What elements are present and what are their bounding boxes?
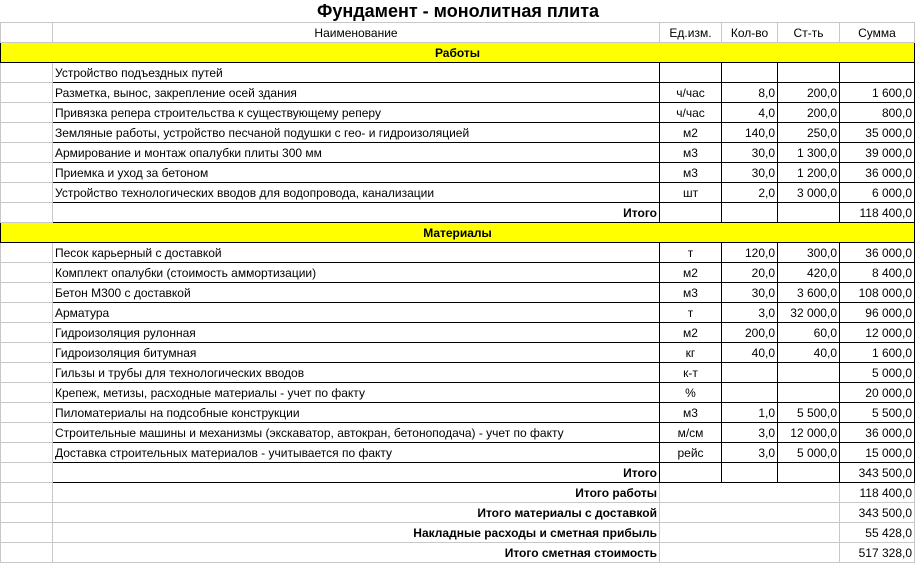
- row-number-cell: [1, 63, 53, 83]
- row-number-cell: [1, 203, 53, 223]
- item-price: 3 000,0: [778, 183, 840, 203]
- item-unit: к-т: [660, 363, 722, 383]
- item-sum: 36 000,0: [840, 423, 915, 443]
- item-sum: 800,0: [840, 103, 915, 123]
- item-name: Строительные машины и механизмы (экскаватор, автокран, бетоноподача) - учет по факту: [53, 423, 660, 443]
- summary-value: 517 328,0: [840, 543, 915, 563]
- table-row: [1, 383, 915, 403]
- row-number-cell: [1, 463, 53, 483]
- item-name: Привязка репера строительства к существующему реперу: [53, 103, 660, 123]
- item-price: 5 500,0: [778, 403, 840, 423]
- item-name: Гильзы и трубы для технологических вводов: [53, 363, 660, 383]
- item-unit: м2: [660, 323, 722, 343]
- item-price: 300,0: [778, 243, 840, 263]
- sum-header: Сумма: [840, 23, 915, 43]
- table-row: [1, 403, 915, 423]
- item-sum: [840, 63, 915, 83]
- item-price: [778, 363, 840, 383]
- empty-cell: [660, 523, 840, 543]
- table-row: [1, 183, 915, 203]
- table-row: [1, 123, 915, 143]
- item-qty: 30,0: [722, 163, 778, 183]
- item-qty: 40,0: [722, 343, 778, 363]
- empty-cell: [660, 463, 722, 483]
- table-row: [1, 443, 915, 463]
- item-qty: 3,0: [722, 423, 778, 443]
- table-row: [1, 243, 915, 263]
- item-sum: 1 600,0: [840, 343, 915, 363]
- item-price: 3 600,0: [778, 283, 840, 303]
- table-row: [1, 303, 915, 323]
- item-price: 60,0: [778, 323, 840, 343]
- item-name: Арматура: [53, 303, 660, 323]
- works-total-row: [1, 203, 915, 223]
- summary-value: 118 400,0: [840, 483, 915, 503]
- item-sum: 6 000,0: [840, 183, 915, 203]
- item-name: Комплект опалубки (стоимость аммортизации): [53, 263, 660, 283]
- summary-row: [1, 483, 915, 503]
- materials-total-row: [1, 463, 915, 483]
- item-sum: 108 000,0: [840, 283, 915, 303]
- item-qty: 30,0: [722, 143, 778, 163]
- row-number-cell: [1, 163, 53, 183]
- item-name: Устройство технологических вводов для водопровода, канализации: [53, 183, 660, 203]
- page-title: Фундамент - монолитная плита: [316, 1, 600, 21]
- item-name: Приемка и уход за бетоном: [53, 163, 660, 183]
- item-sum: 96 000,0: [840, 303, 915, 323]
- item-qty: 120,0: [722, 243, 778, 263]
- item-unit: т: [660, 243, 722, 263]
- item-price: [778, 63, 840, 83]
- item-qty: 3,0: [722, 303, 778, 323]
- item-unit: м/см: [660, 423, 722, 443]
- row-number-cell: [1, 523, 53, 543]
- row-number-cell: [1, 343, 53, 363]
- empty-cell: [722, 203, 778, 223]
- item-sum: 39 000,0: [840, 143, 915, 163]
- item-qty: [722, 363, 778, 383]
- works-total-value: 118 400,0: [840, 203, 915, 223]
- item-unit: т: [660, 303, 722, 323]
- summary-label: Накладные расходы и сметная прибыль: [53, 523, 660, 543]
- works-section-row: [1, 43, 915, 63]
- row-number-cell: [1, 243, 53, 263]
- table-row: [1, 343, 915, 363]
- empty-cell: [722, 463, 778, 483]
- row-number-cell: [1, 263, 53, 283]
- materials-total-value: 343 500,0: [840, 463, 915, 483]
- row-number-cell: [1, 103, 53, 123]
- item-qty: [722, 63, 778, 83]
- item-name: Пиломатериалы на подсобные конструкции: [53, 403, 660, 423]
- row-number-cell: [1, 303, 53, 323]
- row-number-cell: [1, 183, 53, 203]
- item-qty: 30,0: [722, 283, 778, 303]
- materials-total-label: Итого: [53, 463, 660, 483]
- item-sum: 36 000,0: [840, 243, 915, 263]
- row-number-cell: [1, 363, 53, 383]
- item-name: Бетон М300 с доставкой: [53, 283, 660, 303]
- works-total-label: Итого: [53, 203, 660, 223]
- item-price: 12 000,0: [778, 423, 840, 443]
- row-number-cell: [1, 443, 53, 463]
- item-qty: 8,0: [722, 83, 778, 103]
- item-unit: м3: [660, 403, 722, 423]
- item-unit: м2: [660, 123, 722, 143]
- empty-cell: [660, 203, 722, 223]
- item-unit: ч/час: [660, 103, 722, 123]
- row-number-cell: [1, 403, 53, 423]
- item-name: Земляные работы, устройство песчаной подушки с гео- и гидроизоляцией: [53, 123, 660, 143]
- table-row: [1, 323, 915, 343]
- item-qty: 3,0: [722, 443, 778, 463]
- summary-row: [1, 523, 915, 543]
- item-unit: м3: [660, 163, 722, 183]
- row-number-cell: [1, 143, 53, 163]
- item-unit: ч/час: [660, 83, 722, 103]
- row-number-cell: [1, 423, 53, 443]
- item-sum: 8 400,0: [840, 263, 915, 283]
- empty-cell: [660, 543, 840, 563]
- works-section-title: Работы: [1, 43, 915, 63]
- table-row: [1, 163, 915, 183]
- item-price: 1 200,0: [778, 163, 840, 183]
- table-row: [1, 423, 915, 443]
- table-row: [1, 83, 915, 103]
- summary-value: 343 500,0: [840, 503, 915, 523]
- estimate-table: [0, 22, 915, 563]
- row-number-cell: [1, 483, 53, 503]
- qty-header: Кол-во: [722, 23, 778, 43]
- empty-cell: [778, 463, 840, 483]
- table-row: [1, 263, 915, 283]
- row-number-cell: [1, 503, 53, 523]
- item-qty: 140,0: [722, 123, 778, 143]
- item-name: Песок карьерный с доставкой: [53, 243, 660, 263]
- item-price: 420,0: [778, 263, 840, 283]
- name-header: Наименование: [53, 23, 660, 43]
- summary-value: 55 428,0: [840, 523, 915, 543]
- item-unit: кг: [660, 343, 722, 363]
- row-number-cell: [1, 323, 53, 343]
- item-price: 200,0: [778, 83, 840, 103]
- item-price: 250,0: [778, 123, 840, 143]
- item-sum: 35 000,0: [840, 123, 915, 143]
- item-sum: 5 500,0: [840, 403, 915, 423]
- price-header: Ст-ть: [778, 23, 840, 43]
- item-unit: м3: [660, 143, 722, 163]
- row-number-cell: [1, 283, 53, 303]
- table-row: [1, 63, 915, 83]
- item-price: 32 000,0: [778, 303, 840, 323]
- row-number-cell: [1, 543, 53, 563]
- table-row: [1, 283, 915, 303]
- materials-section-row: [1, 223, 915, 243]
- item-qty: 1,0: [722, 403, 778, 423]
- item-name: Армирование и монтаж опалубки плиты 300 мм: [53, 143, 660, 163]
- item-name: Разметка, вынос, закрепление осей здания: [53, 83, 660, 103]
- item-unit: %: [660, 383, 722, 403]
- item-unit: м3: [660, 283, 722, 303]
- item-sum: 5 000,0: [840, 363, 915, 383]
- item-unit: м2: [660, 263, 722, 283]
- item-unit: шт: [660, 183, 722, 203]
- item-unit: [660, 63, 722, 83]
- item-qty: 4,0: [722, 103, 778, 123]
- item-name: Крепеж, метизы, расходные материалы - учет по факту: [53, 383, 660, 403]
- unit-header: Ед.изм.: [660, 23, 722, 43]
- empty-cell: [778, 203, 840, 223]
- row-number-cell: [1, 383, 53, 403]
- table-row: [1, 143, 915, 163]
- header-row: [1, 23, 915, 43]
- row-number-cell: [1, 123, 53, 143]
- summary-label: Итого сметная стоимость: [53, 543, 660, 563]
- item-sum: 15 000,0: [840, 443, 915, 463]
- item-price: [778, 383, 840, 403]
- table-row: [1, 363, 915, 383]
- item-name: Гидроизоляция рулонная: [53, 323, 660, 343]
- summary-row: [1, 503, 915, 523]
- item-sum: 20 000,0: [840, 383, 915, 403]
- summary-label: Итого материалы с доставкой: [53, 503, 660, 523]
- item-qty: 20,0: [722, 263, 778, 283]
- item-name: Доставка строительных материалов - учитывается по факту: [53, 443, 660, 463]
- empty-cell: [660, 483, 840, 503]
- item-sum: 1 600,0: [840, 83, 915, 103]
- summary-label: Итого работы: [53, 483, 660, 503]
- empty-cell: [660, 503, 840, 523]
- item-qty: [722, 383, 778, 403]
- item-unit: рейс: [660, 443, 722, 463]
- item-sum: 12 000,0: [840, 323, 915, 343]
- item-qty: 2,0: [722, 183, 778, 203]
- item-sum: 36 000,0: [840, 163, 915, 183]
- item-price: 1 300,0: [778, 143, 840, 163]
- row-number-header: [1, 23, 53, 43]
- item-name: Гидроизоляция битумная: [53, 343, 660, 363]
- item-price: 200,0: [778, 103, 840, 123]
- item-price: 40,0: [778, 343, 840, 363]
- item-price: 5 000,0: [778, 443, 840, 463]
- materials-section-title: Материалы: [1, 223, 915, 243]
- table-row: [1, 103, 915, 123]
- item-qty: 200,0: [722, 323, 778, 343]
- row-number-cell: [1, 83, 53, 103]
- item-name: Устройство подъездных путей: [53, 63, 660, 83]
- summary-row: [1, 543, 915, 563]
